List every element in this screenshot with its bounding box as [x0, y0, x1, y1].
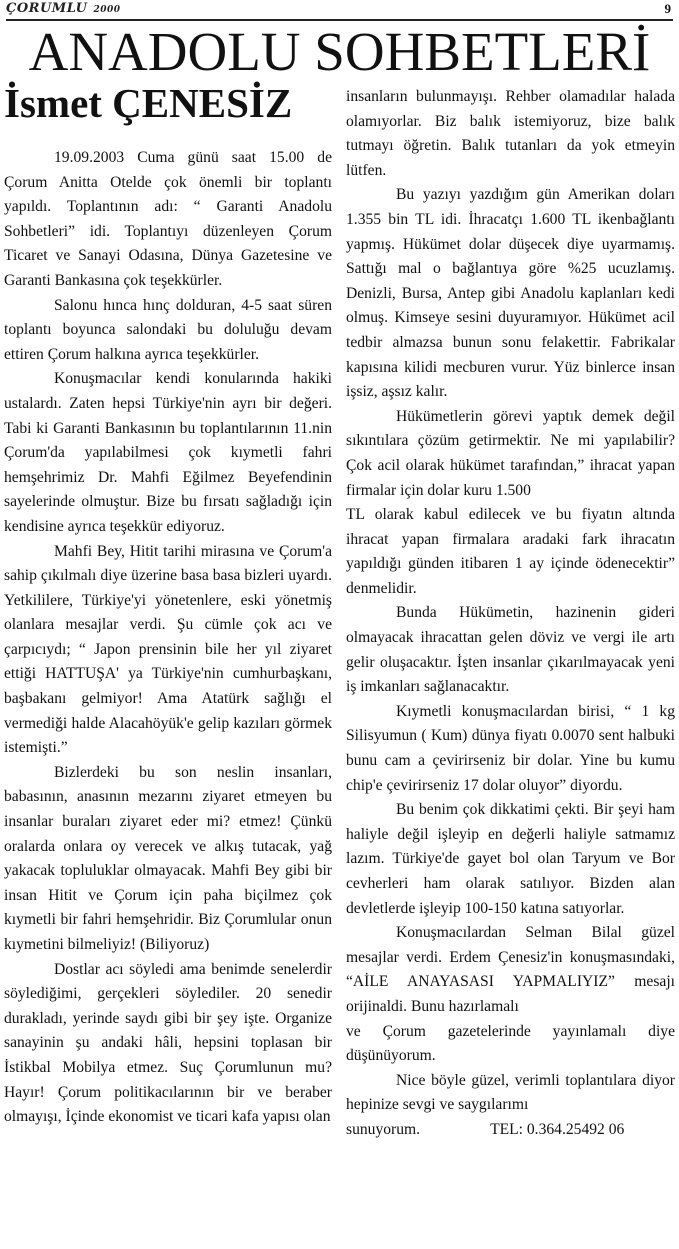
paragraph: Konuşmacılardan Selman Bilal güzel mesajlar verdi. Erdem Çenesiz'in konuşmasındaki, “AİLE ANAYASASI YAPMALIYIZ” mesajı orijinaldi. Bunu hazırlamalı [346, 924, 675, 1015]
paragraph: Dostlar acı söyledi ama benimde senelerdir söylediğimi, gerçekleri söylediler. 20 senedir durakladı, yerinde saydı gibi bir şey işte. Organize sanayinin şu andaki hâli, hepsini toplasan bir İstikbal Mobilya etmez. Suç Çorumlunun mu? Hayır! Çorum politikacılarının bir ve beraber olmayışı, İçinde ekonomist ve ticari kafa yapısı olan [4, 960, 332, 1126]
paragraph: 19.09.2003 Cuma günü saat 15.00 de Çorum Anitta Otelde çok önemli bir toplantı yapıldı. Toplantının adı: “ Garanti Anadolu Sohbetleri” idi. Toplantıyı düzenleyen Çorum Ticaret ve Sanayi Odasına, Dünya Gazetesine ve Garanti Bankasına çok teşekkürler. [4, 149, 332, 289]
closing-text: sunuyorum. [346, 1120, 421, 1138]
article-author: İsmet ÇENESİZ [4, 80, 293, 126]
paragraph: Konuşmacılar kendi konularında hakiki ustalardı. Zaten hepsi Türkiye'nin ayrı bir değeri. Tabi ki Garanti Bankasının bu toplantılarının 11.nin Çorum'da yapılabilmesi çok kıymetli fahri hemşehrimiz Dr. Mahfi Eğilmez Beyefendinin sayelerinde olmuştur. Bize bu fırsatı sağladığı için kendisine ayrıca teşekkür ediyoruz. [4, 370, 332, 535]
paragraph: Nice böyle güzel, verimli toplantılara diyor hepinize sevgi ve saygılarımı [346, 1071, 675, 1114]
paragraph: insanların bulunmayışı. Rehber olamadılar halada olamıyorlar. Biz balık istemiyoruz, bize balık tutmayı öğretin. Balık tutanları da yok etmeyin lütfen. [346, 88, 675, 179]
paragraph: Hükümetlerin görevi yaptık demek değil sıkıntılara çözüm getirmektir. Ne mi yapılabilir? Çok acil olarak hükümet tarafından,” ihracat yapan firmalar için dolar kuru 1.500 [346, 407, 675, 499]
page-number: 9 [664, 1, 671, 16]
paragraph: Salonu hınca hınç dolduran, 4-5 saat süren toplantı boyunca salondaki bu doluluğu devam ettiren Çorum halkına ayrıca teşekkürler. [4, 296, 332, 363]
paragraph: Bizlerdeki bu son neslin insanları, babasının, anasının mezarını ziyaret etmeyen bu insanlar buraları ziyaret eder mi? etmez! Çünkü oralarda onlara oy verecek ve alkış tutacak, yağ yakacak topluluklar olmayacak. Mahfi Bey gibi bir insan Hitit ve Çorum için paha biçilmez çok kıymetli bir fahri hemşehridir. Biz Çorumlular onun kıymetini bilmeliyiz! (Biliyoruz) [4, 763, 332, 953]
contact-phone: TEL: 0.364.25492 06 [490, 1120, 625, 1138]
paragraph: Bunda Hükümetin, hazinenin gideri olmayacak ihracattan gelen döviz ve vergi ile artı gelir oluşacaktır. İşten insanlar çıkarılmayacak yeni iş imkanları sağlanacaktır. [346, 604, 675, 696]
paragraph: Mahfi Bey, Hitit tarihi mirasına ve Çorum'a sahip çıkılmalı diye üzerine basa basa bizleri uyardı. Yetkililere, Türkiye'yi yönetenlere, eski yönetmiş olanlara mesajlar verdi. Şu cümle çok acı ve çarpıcıydı; “ Japon prensinin bile her yıl ziyaret ettiği HATTUŞA' ya Türkiye'nin cumhurbaşkanı, başbakanı gelmiyor! Ama Atatürk sağlığı el vermediği halde Alacahöyük'e gelip kazıları görmek istemişti.” [4, 542, 332, 757]
article-column-right [346, 85, 675, 1143]
page-header [6, 0, 673, 22]
paragraph: Kıymetli konuşmacılardan birisi, “ 1 kg Silisyumun ( Kum) dünya fiyatı 0.0070 sent halbuki bunu cam a çevirirseniz bir dolar. Yine bu kumu chip'e çevirirseniz 17 dolar oluyor” diyordu. [346, 702, 675, 794]
closing-line [346, 1118, 675, 1143]
article-title: ANADOLU SOHBETLERİ [28, 21, 651, 82]
article-column-left [4, 146, 332, 1130]
paragraph: Bu yazıyı yazdığım gün Amerikan doları 1.355 bin TL idi. İhracatçı 1.600 TL ikenbağlantı yapmış. Hükümet dolar düşecek diye uyarmamış. Sattığı mal o bağlantıya göre %25 ucuzlamış. Denizli, Bursa, Antep gibi Anadolu kaplanları kedi olmuş. Kimseye sesini duyuramıyor. Hükümet acil tedbir almazsa bunun sonu felakettir. Fabrikalar kapısına kilidi mecburen vurur. Yüz binlerce insan işsiz, aşsız kalır. [346, 186, 675, 401]
publication-year: 2000 [93, 5, 121, 15]
paragraph: TL olarak kabul edilecek ve bu fiyatın altında ihracat yapan firmalara aradaki fark ihracatın yapıldığı günden itibaren 1 ay içinde ödenecektir” denmelidir. [346, 506, 675, 597]
paragraph: Bu benim çok dikkatimi çekti. Bir şeyi ham haliyle değil işleyip en değerli haliyle satmamız lazım. Türkiye'de gayet bol olan Taryum ve Bor cevherleri ham olarak satılıyor. Bizden alan devletlerde işleyip 100-150 katına satıyorlar. [346, 801, 675, 917]
publication-name: ÇORUMLU 2000 [6, 1, 121, 16]
paragraph: ve Çorum gazetelerinde yayınlamalı diye düşünüyorum. [346, 1022, 675, 1065]
